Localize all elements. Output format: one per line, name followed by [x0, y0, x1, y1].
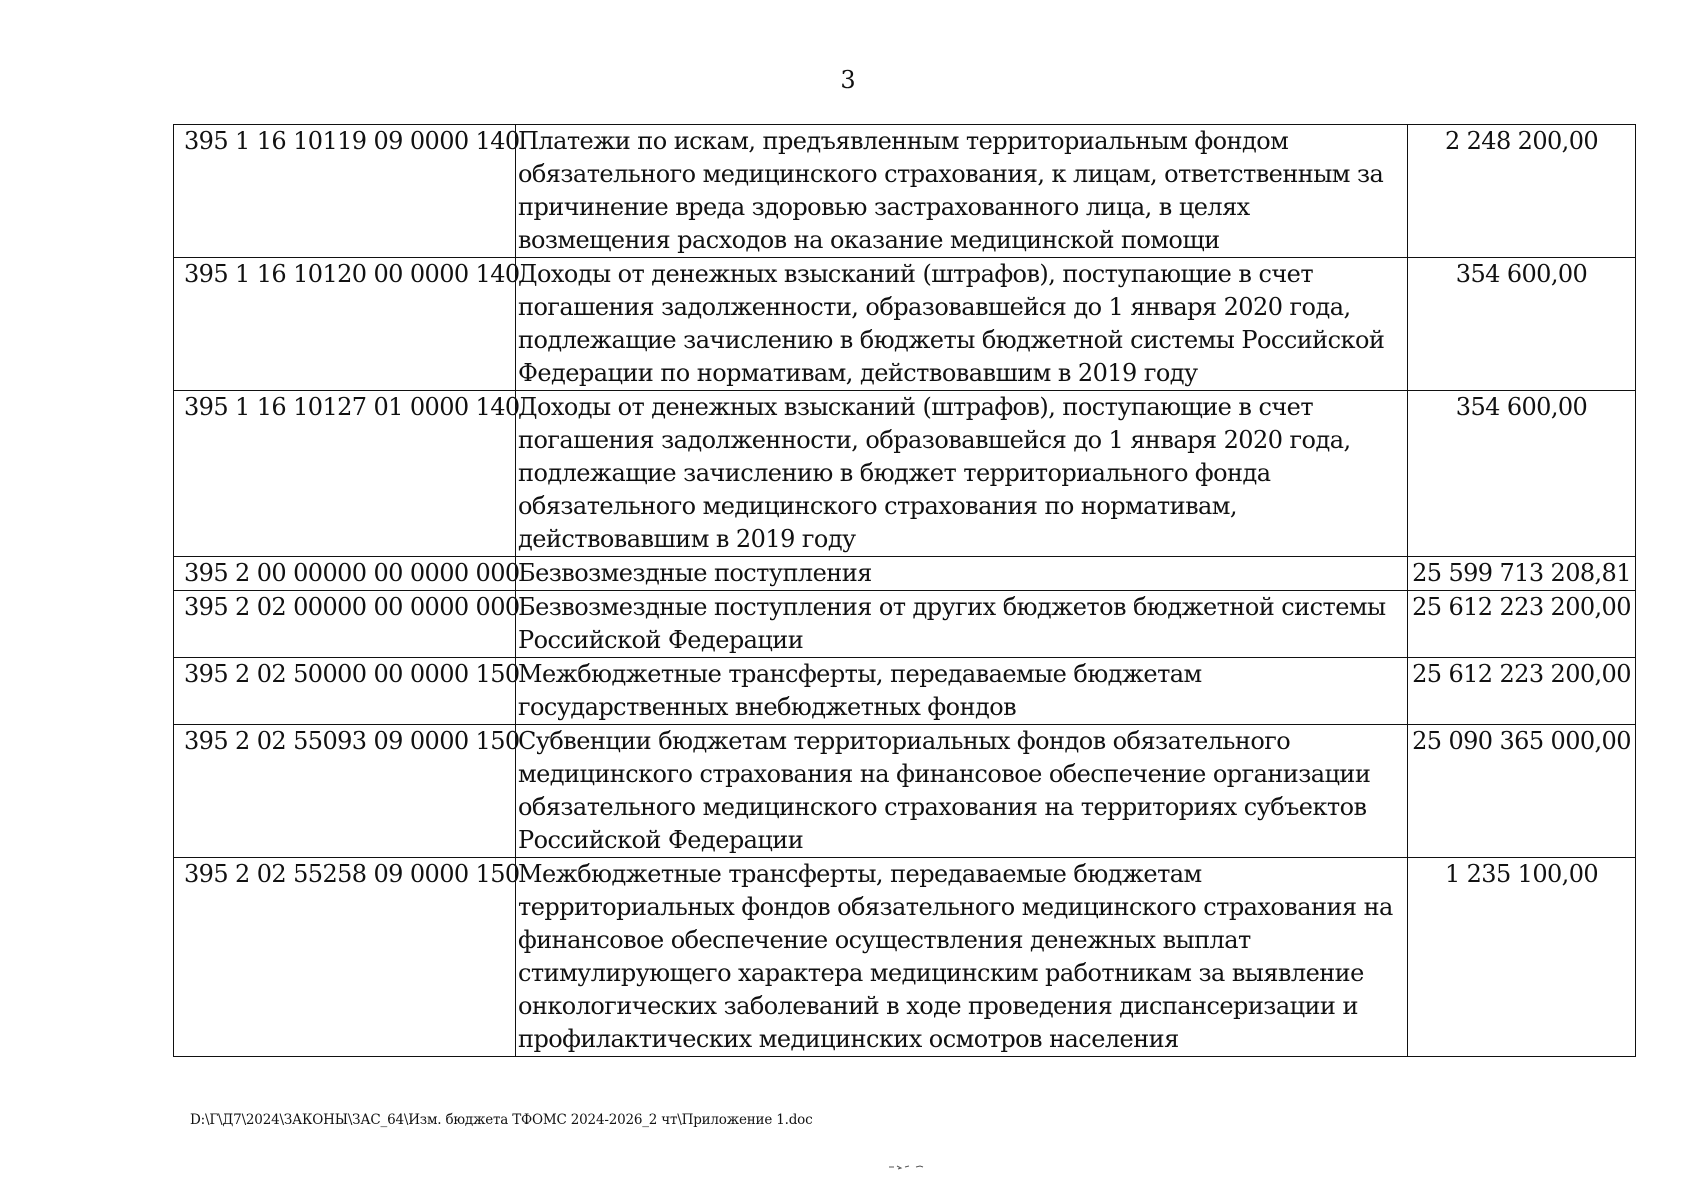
table-row [174, 258, 1636, 391]
table-row [174, 725, 1636, 858]
revenue-code: 395 1 16 10120 00 0000 140 [174, 258, 516, 391]
revenue-amount: 25 612 223 200,00 [1408, 591, 1636, 658]
table-row [174, 591, 1636, 658]
revenue-description: Доходы от денежных взысканий (штрафов), поступающие в счет погашения задолженности, образовавшейся до 1 января 2020 года, подлежащие зачислению в бюджет территориального фонда обязательного медицинского страхования по нормативам, действовавшим в 2019 году [516, 391, 1408, 557]
page-number: 3 [840, 66, 856, 94]
budget-revenue-table [173, 124, 1636, 1057]
revenue-description: Безвозмездные поступления от других бюджетов бюджетной системы Российской Федерации [516, 591, 1408, 658]
table-row [174, 125, 1636, 258]
revenue-description: Межбюджетные трансферты, передаваемые бюджетам государственных внебюджетных фондов [516, 658, 1408, 725]
revenue-code: 395 1 16 10127 01 0000 140 [174, 391, 516, 557]
revenue-description: Платежи по искам, предъявленным территориальным фондом обязательного медицинского страхования, к лицам, ответственным за причинение вреда здоровью застрахованного лица, в целях возмещения расходов на оказание медицинской помощи [516, 125, 1408, 258]
revenue-amount: 25 612 223 200,00 [1408, 658, 1636, 725]
scan-artifact-mark [888, 1162, 928, 1172]
revenue-code: 395 2 02 50000 00 0000 150 [174, 658, 516, 725]
revenue-amount: 2 248 200,00 [1408, 125, 1636, 258]
revenue-code: 395 2 02 00000 00 0000 000 [174, 591, 516, 658]
revenue-description: Субвенции бюджетам территориальных фондов обязательного медицинского страхования на финансовое обеспечение организации обязательного медицинского страхования на территориях субъектов Российской Федерации [516, 725, 1408, 858]
table-row [174, 391, 1636, 557]
revenue-code: 395 2 02 55258 09 0000 150 [174, 858, 516, 1057]
revenue-description: Безвозмездные поступления [516, 557, 1408, 591]
table-row [174, 557, 1636, 591]
revenue-amount: 354 600,00 [1408, 258, 1636, 391]
revenue-amount: 25 599 713 208,81 [1408, 557, 1636, 591]
revenue-amount: 1 235 100,00 [1408, 858, 1636, 1057]
revenue-code: 395 2 02 55093 09 0000 150 [174, 725, 516, 858]
revenue-description: Доходы от денежных взысканий (штрафов), поступающие в счет погашения задолженности, образовавшейся до 1 января 2020 года, подлежащие зачислению в бюджеты бюджетной системы Российской Федерации по нормативам, действовавшим в 2019 году [516, 258, 1408, 391]
revenue-amount: 25 090 365 000,00 [1408, 725, 1636, 858]
revenue-code: 395 1 16 10119 09 0000 140 [174, 125, 516, 258]
revenue-amount: 354 600,00 [1408, 391, 1636, 557]
table-row [174, 858, 1636, 1057]
revenue-code: 395 2 00 00000 00 0000 000 [174, 557, 516, 591]
revenue-description: Межбюджетные трансферты, передаваемые бюджетам территориальных фондов обязательного медицинского страхования на финансовое обеспечение осуществления денежных выплат стимулирующего характера медицинским работникам за выявление онкологических заболеваний в ходе проведения диспансеризации и профилактических медицинских осмотров населения [516, 858, 1408, 1057]
table-row [174, 658, 1636, 725]
footer-file-path: D:\Г\Д7\2024\ЗАКОНЫ\ЗАС_64\Изм. бюджета ТФОМС 2024-2026_2 чт\Приложение 1.doc [190, 1112, 813, 1128]
